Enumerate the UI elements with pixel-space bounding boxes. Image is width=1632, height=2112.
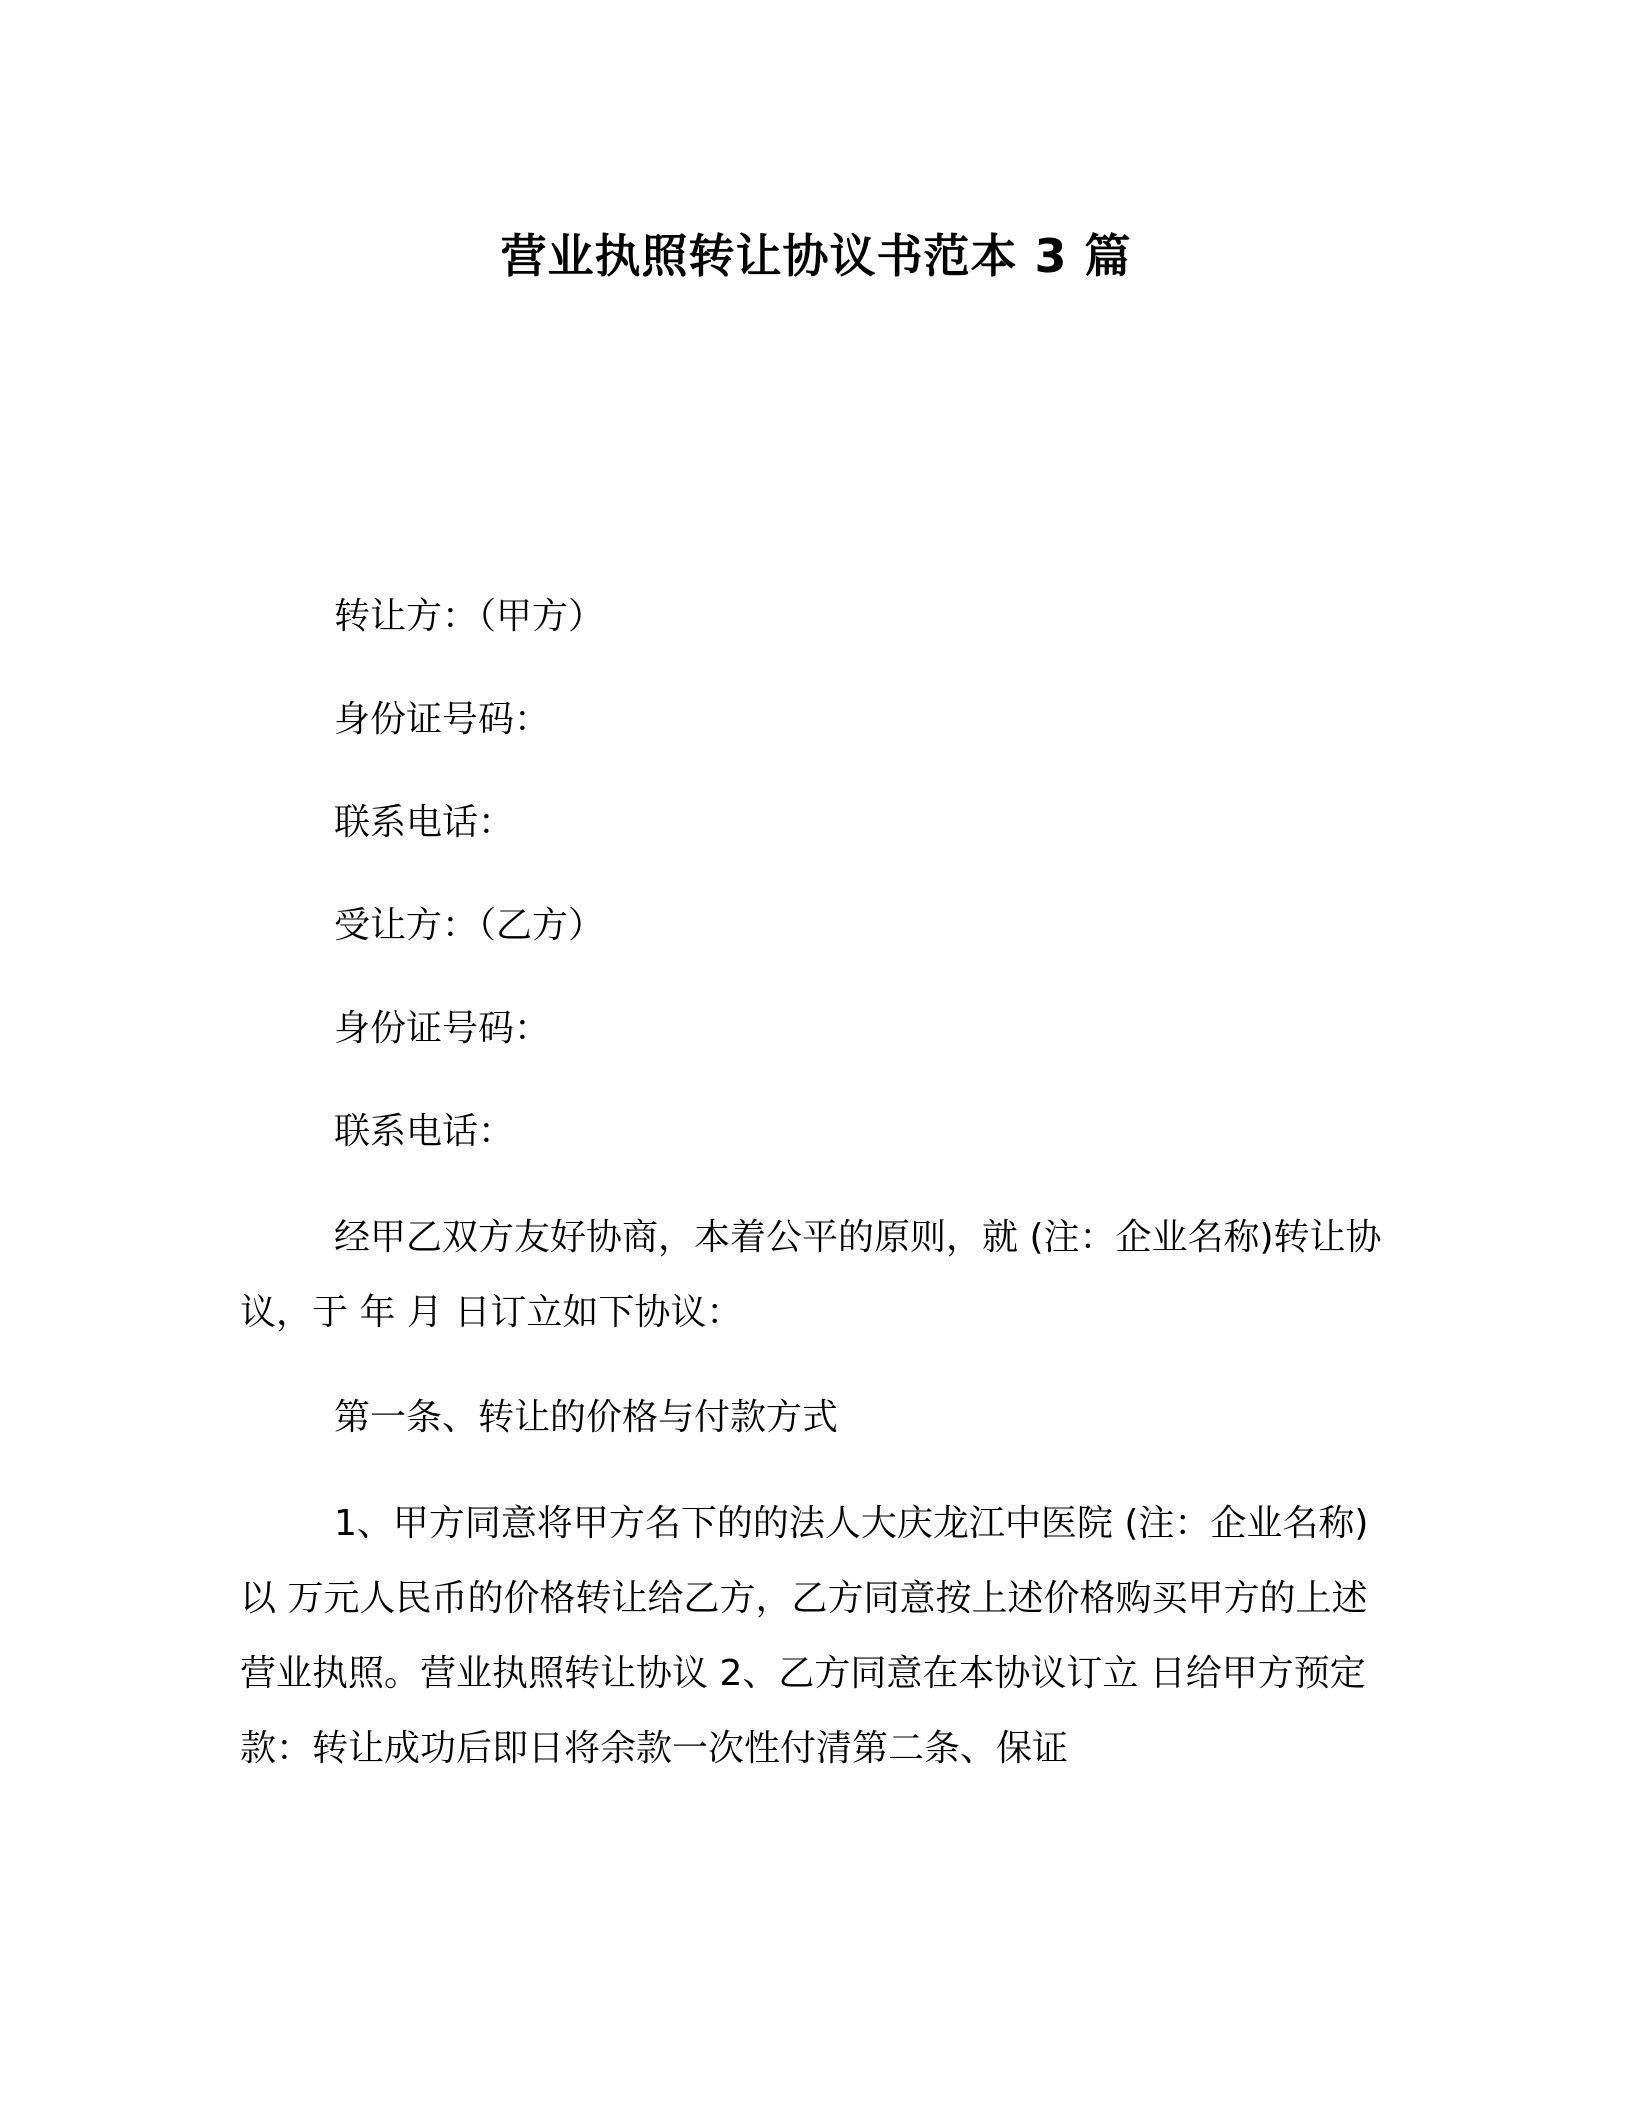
clause-one-paragraph: 1、甲方同意将甲方名下的的法人大庆龙江中医院 (注：企业名称)以 万元人民币的价格转让给乙方，乙方同意按上述价格购买甲方的上述营业执照。营业执照转让协议 2、乙方同意在本协议订立 日给甲方预定款：转让成功后即日将余款一次性付清第二条、保证	[240, 1503, 1369, 1769]
article-one-heading: 第一条、转让的价格与付款方式	[334, 1397, 839, 1438]
agreement-intro-paragraph: 经甲乙双方友好协商，本着公平的原则，就 (注：企业名称)转让协议，于 年 月 日订立如下协议：	[240, 1217, 1382, 1333]
transferor-phone-line: 联系电话：	[334, 802, 515, 843]
transferor-id-line: 身份证号码：	[334, 699, 551, 740]
document-title: 营业执照转让协议书范本 3 篇	[500, 229, 1132, 283]
transferor-line: 转让方：（甲方）	[334, 596, 605, 637]
transferee-id-line: 身份证号码：	[334, 1008, 551, 1049]
transferee-phone-line: 联系电话：	[334, 1111, 515, 1152]
transferee-line: 受让方：（乙方）	[334, 905, 605, 946]
